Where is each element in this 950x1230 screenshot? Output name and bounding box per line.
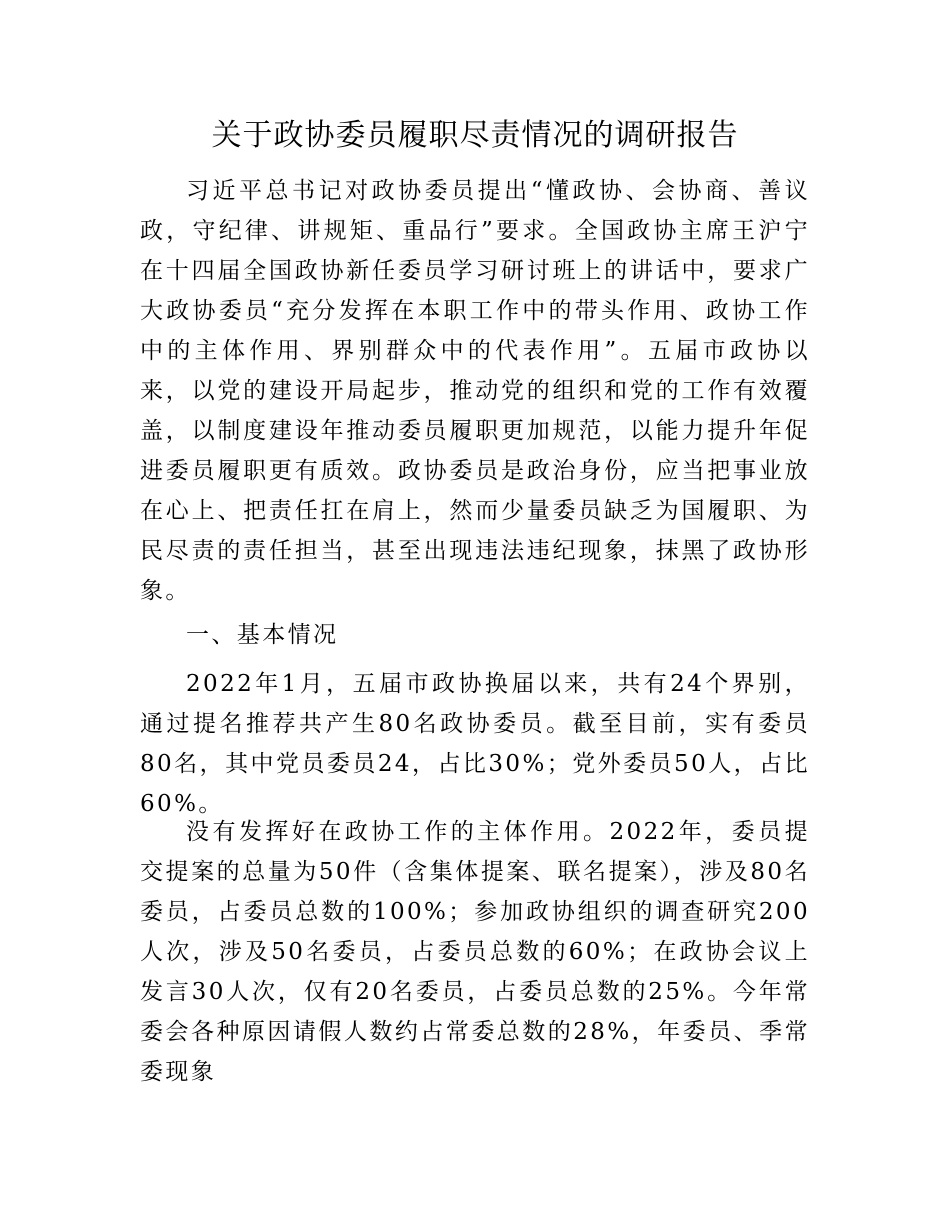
main-role-paragraph: 没有发挥好在政协工作的主体作用。2022年，委员提交提案的总量为50件（含集体提案、联名提案），涉及80名委员，占委员总数的100%；参加政协组织的调查研究200人次，涉及50名委员，占委员总数的60%；在政协会议上发言30人次，仅有20名委员，占委员总数的25%。今年常委会各种原因请假人数约占常委总数的28%，年委员、季常委现象 (140, 819, 810, 1085)
intro-paragraph: 习近平总书记对政协委员提出“懂政协、会协商、善议政，守纪律、讲规矩、重品行”要求。全国政协主席王沪宁在十四届全国政协新任委员学习研讨班上的讲话中，要求广大政协委员“充分发挥在本职工作中的带头作用、政协工作中的主体作用、界别群众中的代表作用”。五届市政协以来，以党的建设开局起步，推动党的组织和党的工作有效覆盖，以制度建设年推动委员履职更加规范，以能力提升年促进委员履职更有质效。政协委员是政治身份，应当把事业放在心上、把责任扛在肩上，然而少量委员缺乏为国履职、为民尽责的责任担当，甚至出现违法违纪现象，抹黑了政协形象。 (140, 178, 810, 604)
document-title: 关于政协委员履职尽责情况的调研报告 (211, 118, 739, 153)
section-heading-basic-situation: 一、基本情况 (186, 622, 339, 648)
basic-situation-paragraph: 2022年1月，五届市政协换届以来，共有24个界别，通过提名推荐共产生80名政协委员。截至目前，实有委员80名，其中党员委员24，占比30%；党外委员50人，占比60%。 (140, 671, 810, 817)
